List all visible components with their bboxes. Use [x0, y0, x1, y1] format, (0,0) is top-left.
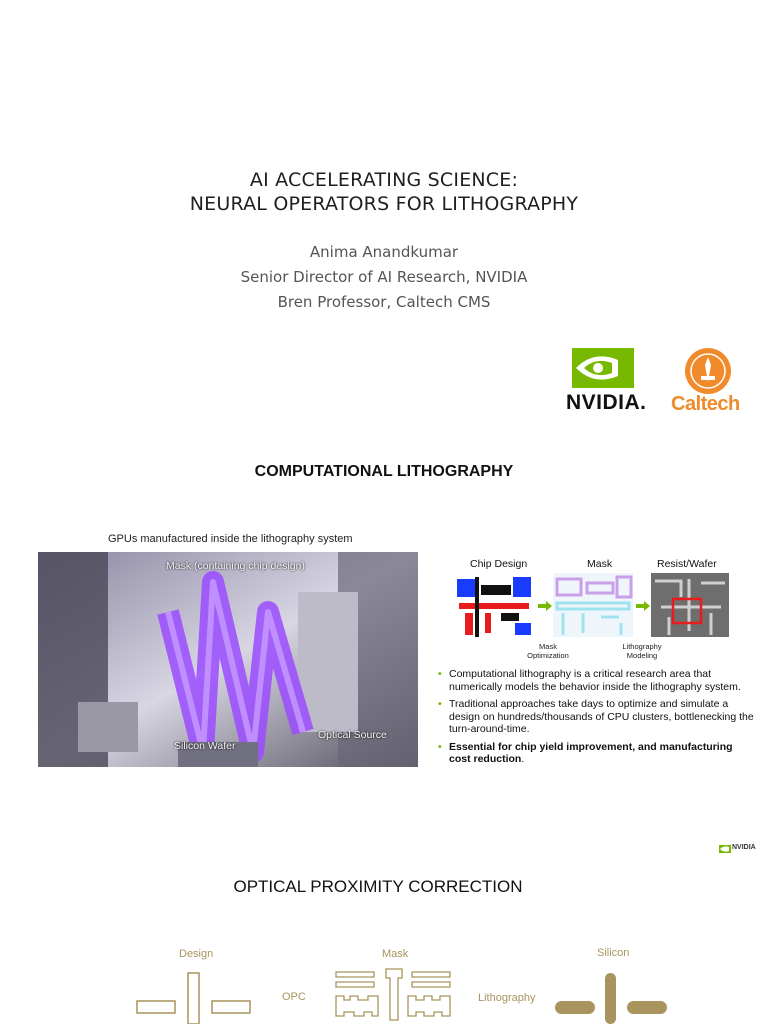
nvidia-logo-text: NVIDIA. — [566, 391, 647, 414]
author-role-caltech: Bren Professor, Caltech CMS — [277, 293, 491, 311]
label-opc: OPC — [282, 991, 306, 1003]
slide1-title-line1: AI ACCELERATING SCIENCE: — [249, 169, 519, 191]
bullet-dot-icon: • — [438, 668, 442, 680]
bullet-text-bold: Essential for chip yield improvement, and manufacturing cost reduction — [449, 740, 733, 765]
caltech-logo-text: Caltech — [671, 393, 740, 415]
author-role-nvidia: Senior Director of AI Research, NVIDIA — [240, 268, 528, 286]
arrow-right-icon — [538, 601, 552, 611]
slide3-title: OPTICAL PROXIMITY CORRECTION — [233, 877, 523, 896]
mask-pattern-image — [334, 968, 454, 1024]
label-lithography: Lithography — [478, 992, 536, 1004]
nvidia-eye-icon — [572, 348, 634, 388]
flow-label-resist: Resist/Wafer — [657, 558, 717, 570]
flow-label-mask: Mask — [587, 558, 613, 570]
label-mask: Mask — [382, 948, 409, 960]
silicon-pattern-image — [553, 972, 669, 1024]
chip-design-image — [455, 573, 535, 637]
flow-label-chip-design: Chip Design — [470, 558, 528, 570]
bullet-text: Traditional approaches take days to optimize and simulate a design on hundreds/thousands of CPU clusters, bottlenecking the turn-around-time. — [449, 698, 754, 735]
flow-label-litho-modeling: Lithography Modeling — [622, 642, 662, 660]
bullet-item — [436, 698, 756, 736]
bullet-dot-icon: • — [438, 740, 442, 753]
bullet-trailing: . — [521, 753, 525, 765]
photo-label-silicon: Silicon Wafer — [174, 740, 236, 752]
slide2-bullets — [436, 668, 756, 771]
caltech-seal-icon — [685, 348, 731, 394]
slide2-title: COMPUTATIONAL LITHOGRAPHY — [254, 463, 514, 480]
photo-label-mask: Mask (containing chip design) — [166, 560, 305, 572]
label-design: Design — [179, 948, 214, 960]
label-silicon: Silicon — [597, 947, 630, 959]
flow-label-mask-optimization: Mask Optimization — [527, 642, 569, 660]
mask-image — [553, 573, 633, 637]
slide1-title-line2: NEURAL OPERATORS FOR LITHOGRAPHY — [189, 193, 579, 215]
photo-label-optical: Optical Source — [318, 729, 387, 741]
bullet-item — [436, 668, 756, 693]
bullet-dot-icon: • — [438, 698, 442, 710]
bullet-text: Computational lithography is a critical research area that numerically models the behavior inside the lithography system. — [449, 668, 741, 693]
lithography-machine-photo — [38, 552, 418, 767]
resist-wafer-image — [651, 573, 729, 637]
arrow-right-icon-2 — [636, 601, 650, 611]
author-name: Anima Anandkumar — [309, 243, 459, 261]
photo-caption: GPUs manufactured inside the lithography system — [108, 533, 353, 545]
nvidia-small-eye-icon — [719, 845, 731, 853]
design-pattern-image — [136, 972, 252, 1024]
bullet-item — [436, 741, 756, 766]
footer-nvidia-logo: NVIDIA — [732, 844, 756, 851]
